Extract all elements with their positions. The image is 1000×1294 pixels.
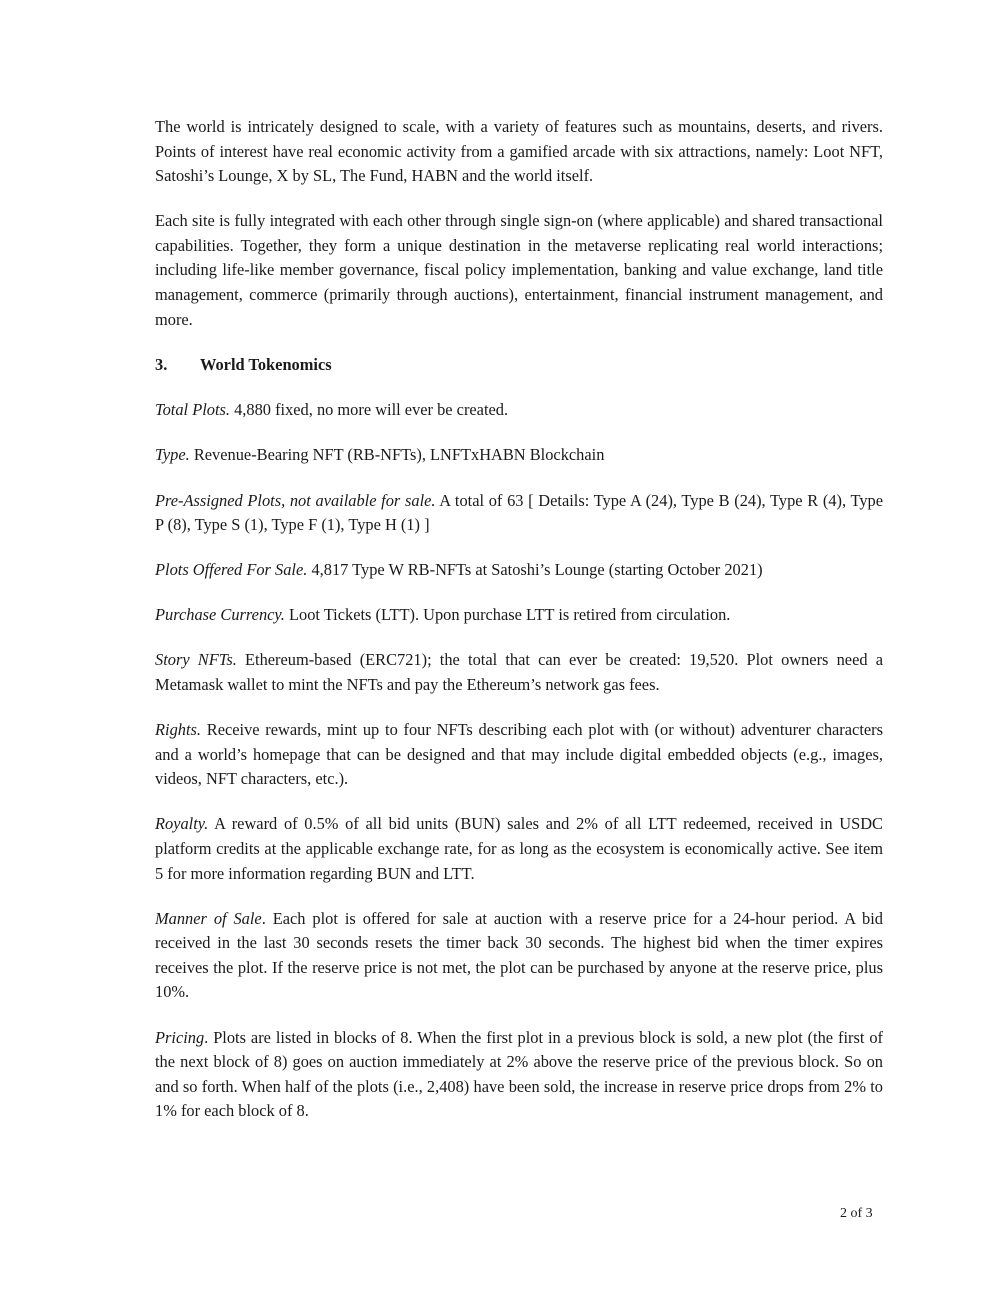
item-term: Story NFTs. — [155, 650, 237, 670]
item-text: Ethereum-based (ERC721); the total that can ever be created: 19,520. Plot owners need a Metamask wallet to mint the NFTs and pay the Ethereum’s network gas fees. — [155, 650, 884, 694]
section-heading — [155, 353, 883, 378]
item-text: Receive rewards, mint up to four NFTs describing each plot with (or without) adventurer characters and a world’s homepage that can be designed and that may include digital embedded objects (e.g., images, videos, NFT characters, etc.). — [155, 720, 883, 789]
item-term: Type. — [155, 445, 190, 465]
item-term: Royalty. — [155, 814, 209, 834]
item-manner-of-sale — [155, 907, 883, 1005]
item-term: Pre-Assigned Plots, not available for sale. — [155, 490, 436, 510]
item-purchase-currency — [155, 603, 883, 628]
item-type — [155, 443, 883, 468]
item-term: Pricing — [155, 1027, 205, 1047]
item-text: Revenue-Bearing NFT (RB-NFTs), LNFTxHABN Blockchain — [189, 445, 605, 465]
item-plots-offered — [155, 558, 883, 583]
item-text: A reward of 0.5% of all bid units (BUN) sales and 2% of all LTT redeemed, received in USDC platform credits at the applicable exchange rate, for as long as the ecosystem is economically active. See item 5 for more information regarding BUN and LTT. — [155, 814, 883, 883]
item-text: . Plots are listed in blocks of 8. When the first plot in a previous block is sold, a new plot (the first of the next block of 8) goes on auction immediately at 2% above the reserve price of the previous block. So on and so forth. When half of the plots (i.e., 2,408) have been sold, the increase in reserve price drops from 2% to 1% for each block of 8. — [155, 1027, 883, 1121]
item-text: . Each plot is offered for sale at auction with a reserve price for a 24-hour period. A bid received in the last 30 seconds resets the timer back 30 seconds. The highest bid when the timer expires receives the plot. If the reserve price is not met, the plot can be purchased by anyone at the reserve price, plus 10%. — [155, 908, 883, 1002]
document-body — [155, 115, 883, 1124]
item-text: A total of 63 [ Details: Type A (24), Type B (24), Type R (4), Type P (8), Type S (1), Type F (1), Type H (1) ] — [155, 490, 884, 535]
item-text: 4,817 Type W RB-NFTs at Satoshi’s Lounge (starting October 2021) — [307, 560, 763, 580]
item-text: Loot Tickets (LTT). Upon purchase LTT is retired from circulation. — [284, 605, 731, 625]
section-number: 3. — [155, 354, 168, 374]
intro-paragraph-1: The world is intricately designed to scale, with a variety of features such as mountains, deserts, and rivers. Points of interest have real economic activity from a gamified arcade with six attractions, namely: Loot NFT, Satoshi’s Lounge, X by SL, The Fund, HABN and the world itself. — [155, 117, 883, 186]
item-pricing — [155, 1026, 883, 1124]
item-term: Total Plots. — [155, 400, 230, 420]
item-pre-assigned-plots — [155, 489, 883, 538]
item-term: Rights. — [155, 720, 201, 740]
intro-paragraph-2: Each site is fully integrated with each other through single sign-on (where applicable) and shared transactional capabilities. Together, they form a unique destination in the metaverse replicating real world interactions; including life-like member governance, fiscal policy implementation, banking and value exchange, land title management, commerce (primarily through auctions), entertainment, financial instrument management, and more. — [155, 211, 883, 329]
item-term: Purchase Currency. — [155, 605, 285, 625]
section-title: World Tokenomics — [200, 354, 332, 374]
page-number: 2 of 3 — [840, 1206, 873, 1221]
item-story-nfts — [155, 648, 883, 697]
item-text: 4,880 fixed, no more will ever be created. — [230, 400, 509, 420]
item-term: Manner of Sale — [155, 908, 262, 928]
item-total-plots — [155, 398, 883, 423]
item-royalty — [155, 812, 883, 886]
item-term: Plots Offered For Sale. — [155, 560, 308, 580]
item-rights — [155, 718, 883, 792]
